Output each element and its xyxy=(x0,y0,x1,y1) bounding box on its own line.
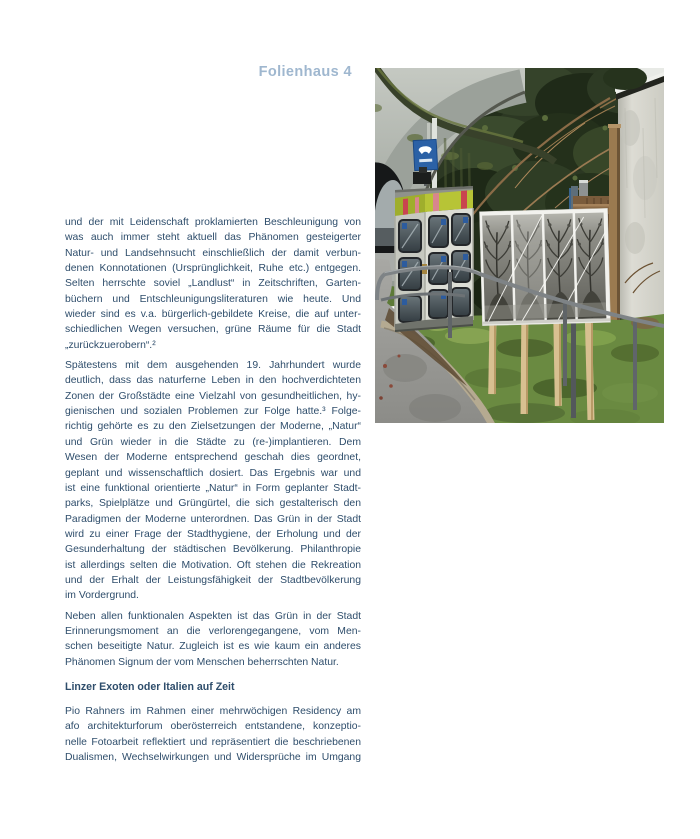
text-line: afo architekturforum oberösterreich entstandene, konzeptio- xyxy=(65,721,361,733)
text-line: und der Erhalt der Leistungsfähigkeit der Stadtbevölkerung xyxy=(65,574,361,586)
text-line: Wesen der Moderne entsprechend geschah dies geordnet, xyxy=(65,452,361,464)
text-line: Pio Rahners im Rahmen einer mehrwöchigen Residency am xyxy=(65,705,361,717)
text-line: „zurückzuerobern“.² xyxy=(65,339,156,351)
paragraph-3 xyxy=(65,609,361,670)
text-line: nelle Fotoarbeit reflektiert und repräsentiert die beschriebenen xyxy=(65,736,361,748)
text-line: Erinnerungsmoment an die verlorengegangene, vom Men- xyxy=(65,625,361,637)
phone-booth xyxy=(395,167,473,332)
text-line: Selten herrschte soviel „Landlust“ in Zeitschriften, Garten- xyxy=(65,278,361,290)
section-subheading: Linzer Exoten oder Italien auf Zeit xyxy=(65,680,235,693)
text-line: und Grün wieder in die Städte zu (re-)implantieren. Dem xyxy=(65,436,361,448)
text-line: wird zu einer Frage der Stadthygiene, der Erholung und der xyxy=(65,528,361,540)
text-line: denen Konnotationen (Ursprünglichkeit, Ruhe etc.) entgegen. xyxy=(65,263,361,275)
text-line: im Vordergrund. xyxy=(65,590,139,602)
paragraph-1 xyxy=(65,215,361,353)
paragraph-4 xyxy=(65,704,361,765)
photo-illustration xyxy=(375,68,664,423)
text-line: richtig gehörte es zu den Zielsetzungen der Moderne, „Natur“ xyxy=(65,421,361,433)
text-line: Dualismen, Wechselwirkungen und Widersprüche im Umgang xyxy=(65,752,361,763)
text-line: schen beseitigte Natur. Zugleich ist es wie kaum ein anderes xyxy=(65,641,361,653)
text-line: wieder sind es v.a. bürgerlich-gebildete Kreise, die auf unter- xyxy=(65,309,361,321)
page-title: Folienhaus 4 xyxy=(258,64,352,80)
text-line: deutlich, dass das naturferne Leben in den hochverdichteten xyxy=(65,375,361,387)
text-line: parks, Spielplätze und Grüngürtel, die sich gestalterisch den xyxy=(65,498,361,510)
paragraph-2 xyxy=(65,358,361,604)
text-line: Natur- und Landsehnsucht einschließlich der damit verbun- xyxy=(65,247,361,259)
text-line: Neben allen funktionalen Aspekten ist das Grün in der Stadt xyxy=(65,610,361,622)
text-line: ist allerdings selten die Motivation. Oft stehen die Rekreation xyxy=(65,559,361,571)
text-line: ist eine funktional orientierte „Natur“ in Form geplanter Stadt- xyxy=(65,482,361,494)
artwork-photo xyxy=(375,68,664,423)
text-line: gienischen und sozialen Problemen zur Folge hatte.³ Folge- xyxy=(65,406,361,418)
text-line: Paradigmen der Moderne unterordnen. Das Grün in der Stadt xyxy=(65,513,361,525)
text-line: Zonen der Großstädte eine Vielzahl von gesundheitlichen, hy- xyxy=(65,390,361,402)
article-text xyxy=(65,215,361,770)
text-line: Phänomen Signum der vom Menschen beherrschten Natur. xyxy=(65,656,339,668)
text-line: schiedlichen Wegen versuchen, grüne Räume für die Stadt xyxy=(65,324,361,336)
text-line: geplant und wissenschaftlich dosiert. Das Ergebnis war und xyxy=(65,467,361,479)
text-line: was auch immer steht aktuell das Phänomen gesteigerter xyxy=(65,232,361,244)
text-line: Gesunderhaltung der städtischen Bevölkerung. Philanthropie xyxy=(65,544,361,556)
text-line: Spätestens mit dem ausgehenden 19. Jahrhundert wurde xyxy=(65,360,361,372)
text-line: büchern und Entschleunigungsliteraturen wie heute. Und xyxy=(65,293,361,305)
text-line: und der mit Leidenschaft proklamierten Beschleunigung von xyxy=(65,217,361,228)
